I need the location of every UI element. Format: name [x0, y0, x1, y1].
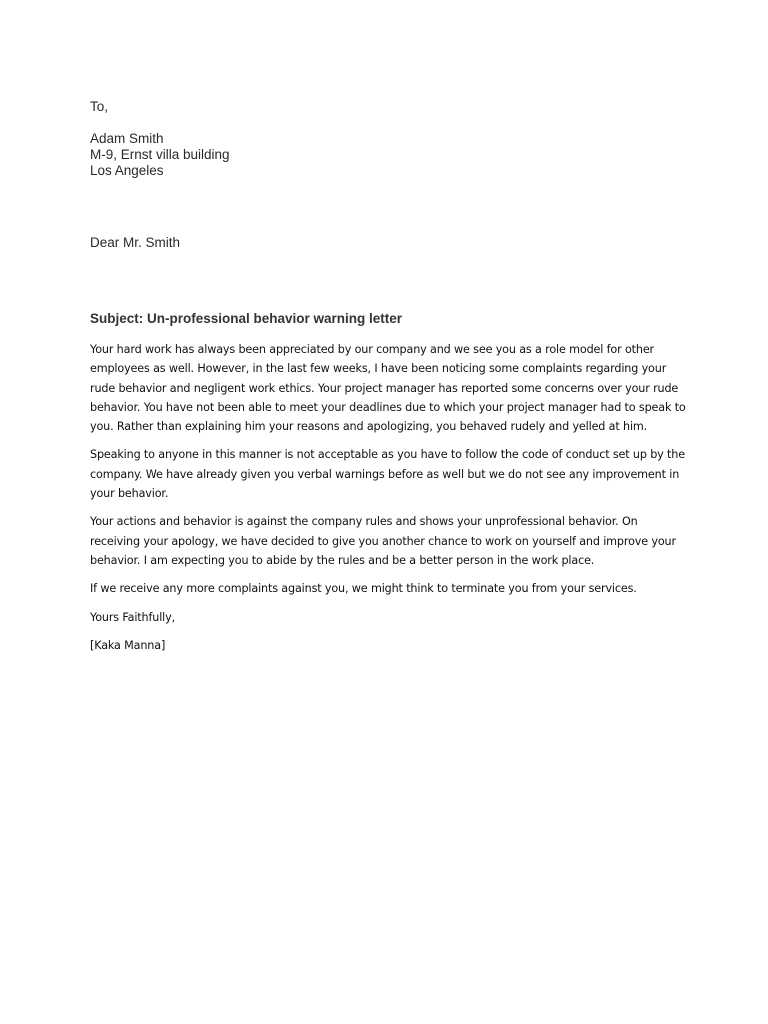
- body-paragraph-3: Your actions and behavior is against the company rules and shows your unprofessional behavior. On receiving your apology, we have decided to give you another chance to work on yourself and improve your behavior. I am expecting you to abide by the rules and be a better person in the work place.: [90, 515, 676, 567]
- closing: Yours Faithfully,: [90, 610, 175, 624]
- salutation-to: To,: [90, 99, 109, 114]
- subject-line: Subject: Un-professional behavior warning letter: [90, 311, 403, 326]
- recipient-address-line2: Los Angeles: [90, 163, 164, 178]
- greeting: Dear Mr. Smith: [90, 235, 181, 250]
- letter-body: [90, 340, 690, 655]
- recipient-name: Adam Smith: [90, 131, 164, 146]
- body-paragraph-1: Your hard work has always been appreciated by our company and we see you as a role model for other employees as well. However, in the last few weeks, I have been noticing some complaints regarding your rude behavior and negligent work ethics. Your project manager has reported some concerns over your rude behavior. You have not been able to meet your deadlines due to which your project manager had to speak to you. Rather than explaining him your reasons and apologizing, you behaved rudely and yelled at him.: [90, 343, 686, 434]
- body-paragraph-2: Speaking to anyone in this manner is not acceptable as you have to follow the code of conduct set up by the company. We have already given you verbal warnings before as well but we do not see any improvement in your behavior.: [90, 448, 685, 501]
- signature: [Kaka Manna]: [90, 638, 166, 652]
- letter-page: [90, 99, 690, 655]
- body-paragraph-4: If we receive any more complaints against you, we might think to terminate you from your services.: [90, 582, 637, 596]
- recipient-address: [90, 131, 690, 179]
- recipient-address-line1: M-9, Ernst villa building: [90, 147, 230, 162]
